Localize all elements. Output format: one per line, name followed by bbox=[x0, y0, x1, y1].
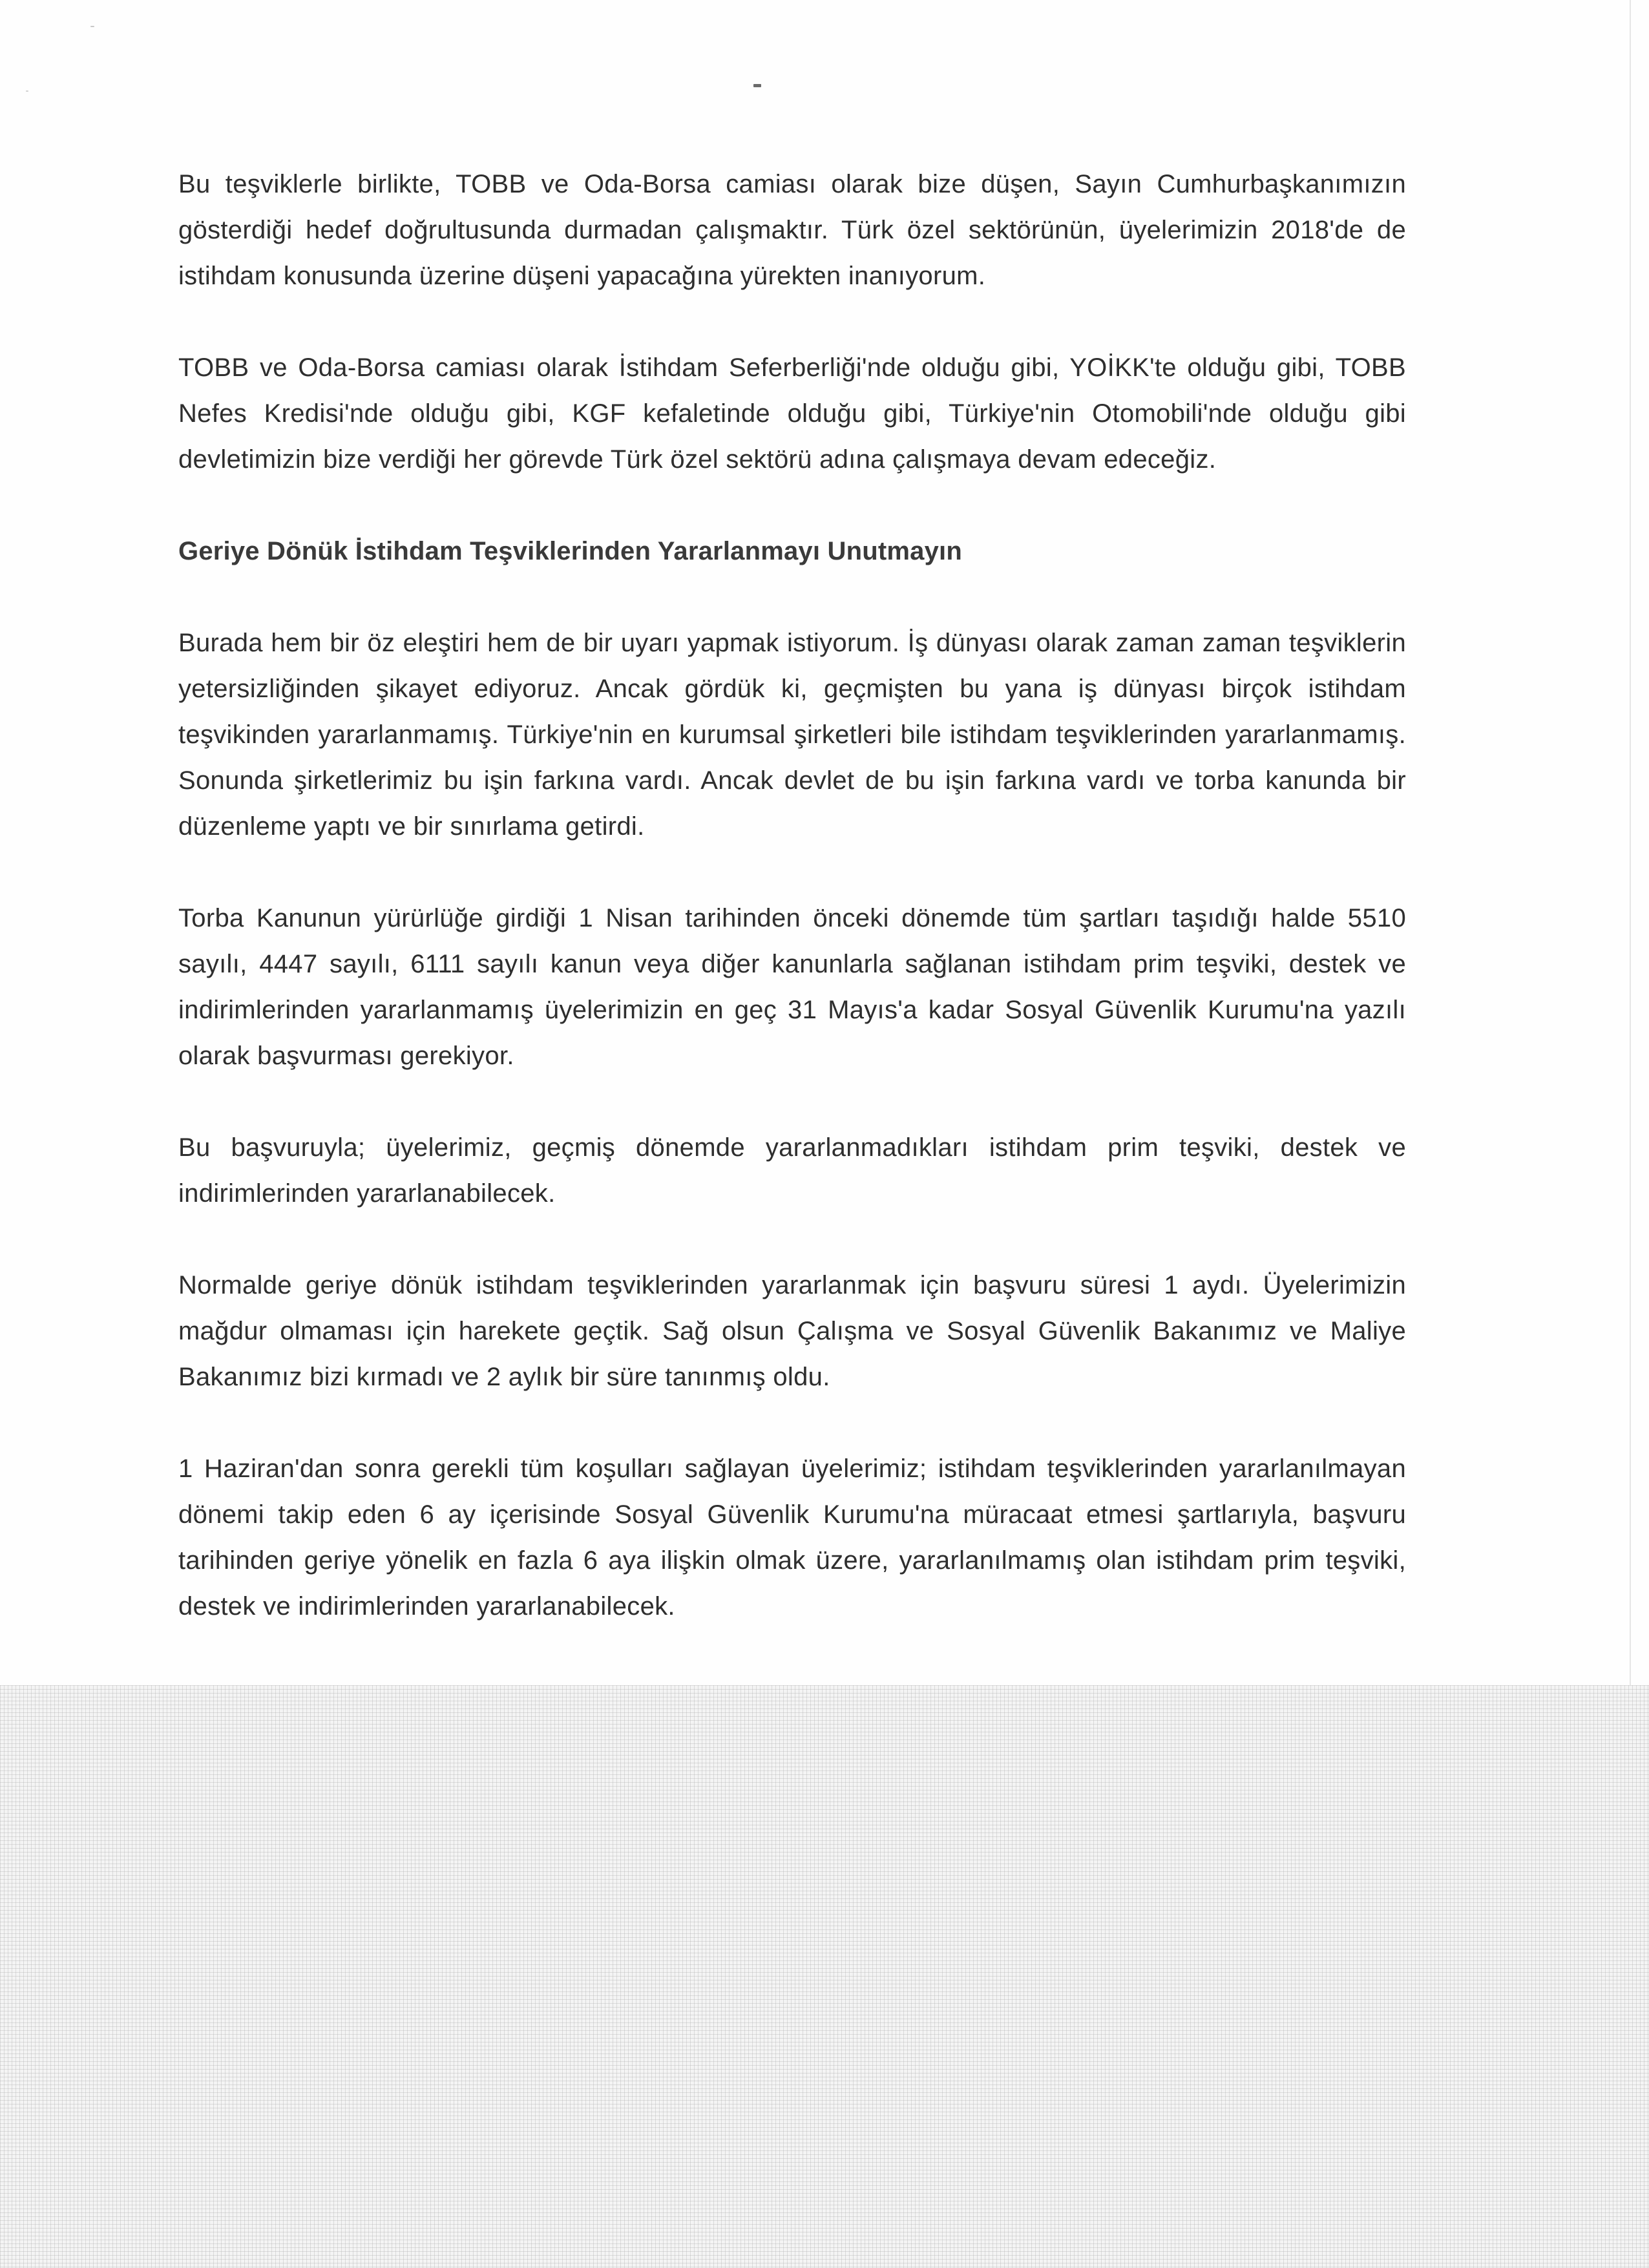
scan-edge bbox=[1630, 0, 1631, 1686]
paragraph-basvuru: Bu başvuruyla; üyelerimiz, geçmiş dönemde yararlanmadıkları istihdam prim teşviki, destek ve indirimlerinden yararlanabilecek. bbox=[178, 1133, 1406, 1208]
document-body bbox=[178, 162, 1406, 1630]
paragraph-gap bbox=[178, 1079, 1406, 1125]
paragraph-gap bbox=[178, 1400, 1406, 1446]
paragraph-gap bbox=[178, 850, 1406, 896]
paragraph-oz-elestiri: Burada hem bir öz eleştiri hem de bir uyarı yapmak istiyorum. İş dünyası olarak zaman zaman teşviklerin yetersizliğinden şikayet ediyoruz. Ancak gördük ki, geçmişten bu yana iş dünyası birçok istihdam teşvikinden yararlanmamış. Türkiye'nin en kurumsal şirketleri bile istihdam teşviklerinden yararlanmamış. Sonunda şirketlerimiz bu işin farkına vardı. Ancak devlet de bu işin farkına vardı ve torba kanunda bir düzenleme yaptı ve bir sınırlama getirdi. bbox=[178, 629, 1406, 841]
paragraph-gap bbox=[178, 574, 1406, 620]
scan-speck bbox=[753, 84, 761, 87]
paragraph-basvuru-suresi: Normalde geriye dönük istihdam teşviklerinden yararlanmak için başvuru süresi 1 aydı. Üyelerimizin mağdur olmaması için harekete geçtik. Sağ olsun Çalışma ve Sosyal Güvenlik Bakanımız ve Maliye Bakanımız bizi kırmadı ve 2 aylık bir süre tanınmış oldu. bbox=[178, 1271, 1406, 1391]
paragraph-gap bbox=[178, 1217, 1406, 1263]
paragraph-tobb-camiasi: TOBB ve Oda-Borsa camiası olarak İstihdam Seferberliği'nde olduğu gibi, YOİKK'te olduğu gibi, TOBB Nefes Kredisi'nde olduğu gibi, KGF kefaletinde olduğu gibi, Türkiye'nin Otomobili'nde olduğu gibi devletimizin bize verdiği her görevde Türk özel sektörü adına çalışmaya devam edeceğiz. bbox=[178, 353, 1406, 474]
paragraph-gap bbox=[178, 483, 1406, 529]
scan-speck bbox=[26, 90, 28, 92]
scan-speck bbox=[90, 26, 94, 27]
paragraph-gap bbox=[178, 299, 1406, 345]
section-heading: Geriye Dönük İstihdam Teşviklerinden Yararlanmayı Unutmayın bbox=[178, 537, 962, 565]
paragraph-tesvikler: Bu teşviklerle birlikte, TOBB ve Oda-Borsa camiası olarak bize düşen, Sayın Cumhurbaşkanımızın gösterdiği hedef doğrultusunda durmadan çalışmaktır. Türk özel sektörünün, üyelerimizin 2018'de de istihdam konusunda üzerine düşeni yapacağına yürekten inanıyorum. bbox=[178, 170, 1406, 290]
paragraph-haziran-sonrasi: 1 Haziran'dan sonra gerekli tüm koşulları sağlayan üyelerimiz; istihdam teşviklerinden yararlanılmayan dönemi takip eden 6 ay içerisinde Sosyal Güvenlik Kurumu'na müracaat etmesi şartlarıyla, başvuru tarihinden geriye yönelik en fazla 6 aya ilişkin olmak üzere, yararlanılmamış olan istihdam prim teşviki, destek ve indirimlerinden yararlanabilecek. bbox=[178, 1454, 1406, 1621]
paragraph-torba-kanun: Torba Kanunun yürürlüğe girdiği 1 Nisan tarihinden önceki dönemde tüm şartları taşıdığı halde 5510 sayılı, 4447 sayılı, 6111 sayılı kanun veya diğer kanunlarla sağlanan istihdam prim teşviki, destek ve indirimlerinden yararlanmamış üyelerimizin en geç 31 Mayıs'a kadar Sosyal Güvenlik Kurumu'na yazılı olarak başvurması gerekiyor. bbox=[178, 904, 1406, 1070]
scan-blank-region bbox=[0, 1685, 1649, 2268]
